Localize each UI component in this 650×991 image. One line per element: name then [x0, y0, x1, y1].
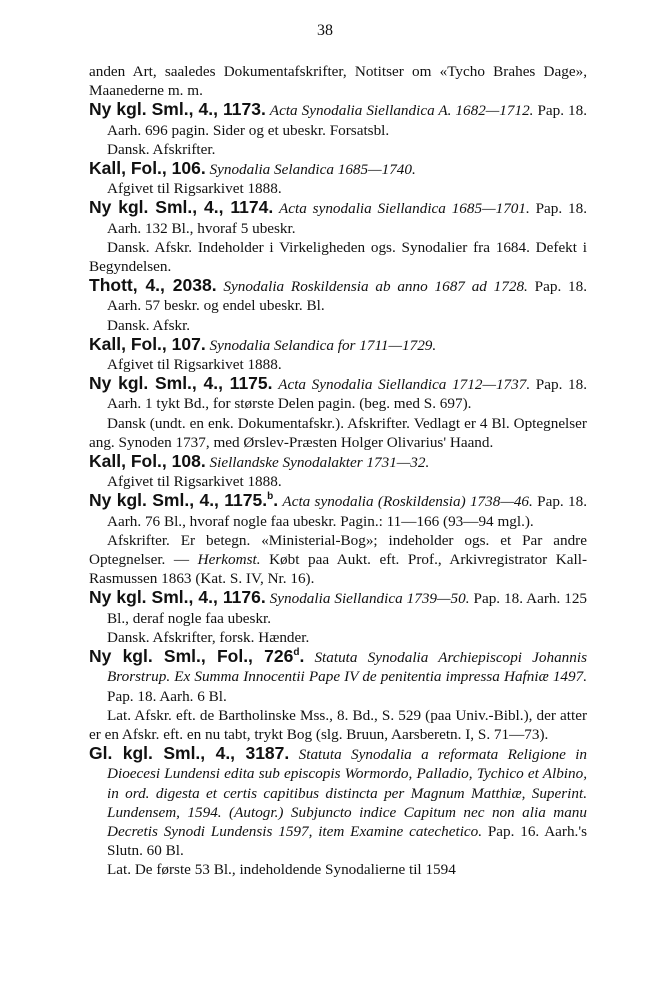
- entry-note: Afgivet til Rigsarkivet 1888.: [107, 473, 282, 491]
- entry-description: Pap. 18. Aarh. 1 tykt Bd., for største Delen pagin. (beg. med S. 697).: [107, 376, 588, 413]
- entry-description: Pap. 16. Aarh.'s Slutn. 60 Bl.: [107, 822, 587, 860]
- shelf-mark-period: .: [273, 490, 279, 511]
- entry-title: Siellandske Synodalakter 1731—32.: [209, 454, 430, 472]
- entry-description: Pap. 18. Aarh. 76 Bl., hvoraf nogle faa ubeskr. Pagin.: 11—166 (93—94 mgl.).: [107, 493, 588, 530]
- entry-note-text: Købt paa Aukt. eft. Prof., Arkivregistrator Kall-Rasmussen 1863 (Kat. S. IV, Nr. 16).: [89, 551, 588, 588]
- catalog-entry: [89, 452, 587, 491]
- shelf-mark: Ny kgl. Sml., 4., 1176.: [89, 587, 266, 608]
- shelf-mark-number: Ny kgl. Sml., Fol., 726: [89, 646, 294, 667]
- entry-note: Dansk (undt. en enk. Dokumentafskr.). Afskrifter. Vedlagt er 4 Bl. Optegnelser ang. Synoden 1737, med Ørslev-Præsten Holger Olivarius' Haand.: [89, 414, 587, 451]
- entry-title: Acta synodalia Siellandica 1685—1701.: [279, 200, 530, 218]
- entry-description: Pap. 18. Aarh. 132 Bl., hvoraf 5 ubeskr.: [107, 200, 587, 237]
- entry-note: Afgivet til Rigsarkivet 1888.: [107, 180, 282, 198]
- entry-note: Afgivet til Rigsarkivet 1888.: [107, 356, 282, 374]
- shelf-mark: Ny kgl. Sml., 4., 1174.: [89, 197, 274, 218]
- entry-title: Synodalia Siellandica 1739—50.: [269, 590, 470, 608]
- catalog-entry: [89, 744, 587, 879]
- entry-description: Pap. 18. Aarh. 6 Bl.: [107, 687, 227, 705]
- entry-title: Acta Synodalia Siellandica A. 1682—1712.: [269, 102, 534, 120]
- entry-title: Acta synodalia (Roskildensia) 1738—46.: [282, 493, 533, 511]
- entry-note: Lat. De første 53 Bl., indeholdende Synodalierne til 1594: [107, 861, 456, 879]
- shelf-mark-period: .: [299, 646, 305, 667]
- entry-note: Dansk. Afskr.: [107, 316, 191, 334]
- entry-title: Synodalia Roskildensia ab anno 1687 ad 1728.: [223, 278, 528, 296]
- catalog-entry: [89, 100, 587, 159]
- shelf-mark: Gl. kgl. Sml., 4., 3187.: [89, 743, 290, 764]
- shelf-mark-suffix: b: [267, 491, 274, 503]
- entry-note: Dansk. Afskrifter, forsk. Hænder.: [107, 628, 310, 646]
- catalog-entry: [89, 276, 587, 335]
- shelf-mark-number: Ny kgl. Sml., 4., 1175.: [89, 490, 268, 511]
- shelf-mark: Kall, Fol., 108.: [89, 451, 206, 472]
- shelf-mark: Kall, Fol., 106.: [89, 158, 206, 179]
- entry-note: Dansk. Afskr. Indeholder i Virkeligheden ogs. Synodalier fra 1684. Defekt i Begyndelsen.: [89, 238, 587, 276]
- entry-description: Pap. 18. Aarh. 57 beskr. og endel ubeskr. Bl.: [107, 278, 588, 315]
- catalog-body: [89, 62, 587, 880]
- shelf-mark: Ny kgl. Sml., 4., 1173.: [89, 99, 266, 120]
- catalog-entry: [89, 335, 587, 374]
- entry-note: Lat. Afskr. eft. de Bartholinske Mss., 8. Bd., S. 529 (paa Univ.-Bibl.), der atter er en Afskr. eft. en nu tabt, trykt Bog (slg. Bruun, Aarsberetn. I, S. 71—73).: [89, 706, 587, 743]
- entry-title: Statuta Synodalia a reformata Religione in Dioecesi Lundensi edita sub episcopis Wormordo, Palladio, Tychico et Albino, in ord. digesta et certis capitibus distincta per Magnum Matthiæ, Superint. Lundensem, 1594. (Autogr.) Subjuncto indice Capitum nec non alia manu Decretis Synodi Lundensis 1597, item Examine catechetico.: [107, 746, 588, 840]
- shelf-mark: Thott, 4., 2038.: [89, 275, 217, 296]
- catalog-entry: [89, 374, 587, 452]
- shelf-mark: [89, 490, 278, 510]
- entry-description: Pap. 18. Aarh. 125 Bl., deraf nogle faa ubeskr.: [107, 590, 588, 627]
- entry-title: Acta Synodalia Siellandica 1712—1737.: [278, 376, 531, 394]
- catalog-entry: [89, 159, 587, 198]
- entry-note-text: Afskrifter. Er betegn. «Ministerial-Bog»; indeholder ogs. et Par andre Optegnelser. —: [89, 531, 587, 569]
- shelf-mark-suffix: d: [293, 647, 300, 659]
- shelf-mark: Kall, Fol., 107.: [89, 333, 206, 354]
- catalog-entry: [89, 588, 587, 647]
- shelf-mark: Ny kgl. Sml., 4., 1175.: [89, 373, 273, 394]
- entry-title: Synodalia Selandica 1685—1740.: [209, 161, 416, 179]
- catalog-entry: [89, 647, 587, 744]
- entry-title: Synodalia Selandica for 1711—1729.: [209, 336, 437, 354]
- shelf-mark: [89, 646, 304, 666]
- continuation-line: anden Art, saaledes Dokumentafskrifter, Notitser om «Tycho Brahes Dage», Maanederne m. m.: [89, 63, 587, 100]
- catalog-entry: [89, 198, 587, 276]
- provenance-label: Herkomst.: [197, 551, 261, 569]
- entry-title: Statuta Synodalia Archiepiscopi Johannis Brorstrup. Ex Summa Innocentii Pape IV de penitentia impressa Hafniæ 1497.: [107, 649, 588, 686]
- entry-note: [89, 531, 587, 589]
- page-number: 38: [317, 22, 333, 39]
- entry-description: Pap. 18. Aarh. 696 pagin. Sider og et ubeskr. Forsatsbl.: [107, 102, 588, 139]
- entry-note: Dansk. Afskrifter.: [107, 140, 216, 158]
- catalog-entry: [89, 491, 587, 588]
